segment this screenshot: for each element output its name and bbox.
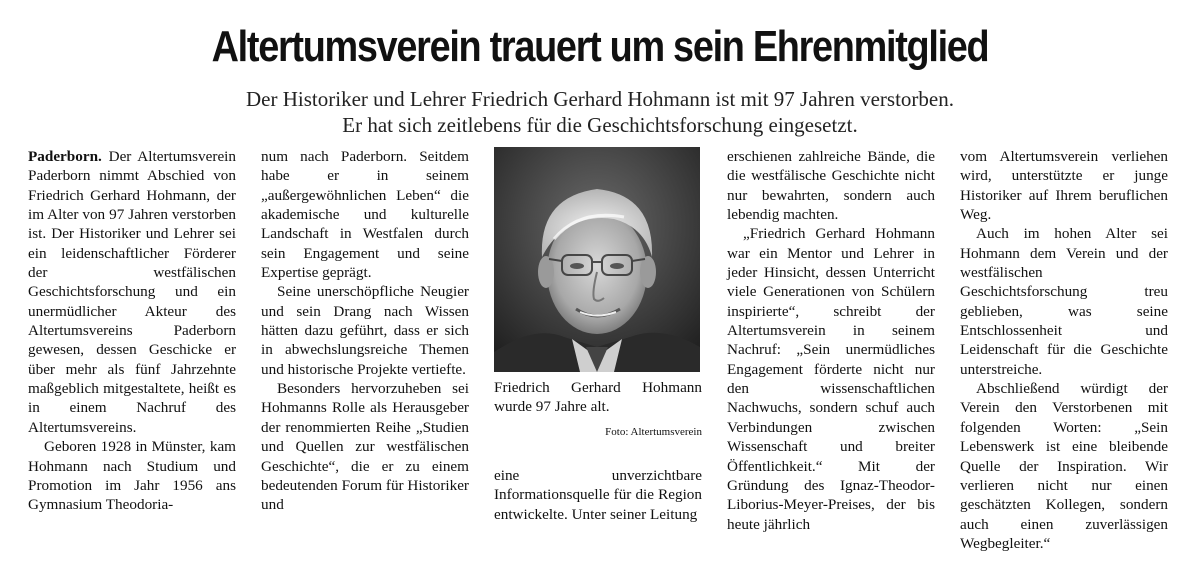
paragraph-4-middle: eine unverzichtbare Informationsquelle für die Region entwickelte. Unter seiner Leitung [494,467,702,523]
paragraph-5-end: vom Altertumsverein verliehen wird, unterstützte er junge Historiker auf Ihrem beruflichen Weg. [960,148,1168,224]
paragraph-4-end: erschienen zahlreiche Bände, die die westfälische Geschichte nicht nur bewahrten, sondern auch lebendig machten. [727,148,935,224]
paragraph-1 [28,147,236,437]
subhead-line-1: Der Historiker und Lehrer Friedrich Gerhard Hohmann ist mit 97 Jahren verstorben. [246,87,954,111]
subhead-line-2: Er hat sich zeitlebens für die Geschichtsforschung eingesetzt. [342,113,858,137]
photo-credit: Foto: Altertumsverein [605,425,702,438]
column-4 [727,147,935,534]
paragraph-6: Auch im hohen Alter sei Hohmann dem Verein und der westfälischen Geschichtsforschung treu geblieben, was seine Entschlossenheit und Leidenschaft für die Geschichte unterstreiche. [960,225,1168,378]
paragraph-7: Abschließend würdigt der Verein den Verstorbenen mit folgenden Worten: „Sein Lebenswerk ist eine bleibende Quelle der Inspiration. Wir verlieren nicht nur einen geschätzten Kollegen, sondern auch einen zuverlässigen Wegbegleiter.“ [960,380,1168,552]
paragraph-2-end: num nach Paderborn. Seitdem habe er in seinem „außergewöhnlichen Leben“ die akademische und kulturelle Landschaft in Westfalen durch sein Engagement und seine Expertise geprägt. [261,148,469,282]
paragraph-4-start: Besonders hervorzuheben sei Hohmanns Rolle als Herausgeber der renommierten Reihe „Studien und Quellen zur westfälischen Geschichte“, die er zu einem bedeutenden Forum für Historiker und [261,380,469,514]
column-5 [960,147,1168,553]
column-2 [261,147,469,515]
column-3 [494,147,702,524]
paragraph-3: Seine unerschöpfliche Neugier und sein Drang nach Wissen hätten dazu geführt, dass er sich in abwechslungsreiche Themen und historische Projekte vertiefte. [261,283,469,378]
photo-caption: Friedrich Gerhard Hohmann wurde 97 Jahre alt. [494,379,702,416]
headline: Altertumsverein trauert um sein Ehrenmitglied [211,22,989,71]
paragraph-5: „Friedrich Gerhard Hohmann war ein Mentor und Lehrer in jeder Hinsicht, dessen Unterricht viele Generationen von Schülern inspirierte“, schreibt der Altertumsverein in seinem Nachruf: „Sein unermüdliches Engagement förderte nicht nur den wissenschaftlichen Nachwuchs, sondern schuf auch Verbindungen zwischen Wissenschaft und breiter Öffentlichkeit.“ Mit der Gründung des Ignaz-Theodor-Liborius-Meyer-Preises, der bis heute jährlich [727,225,935,533]
column-1 [28,147,236,515]
paragraph-1-text: Der Altertumsverein Paderborn nimmt Abschied von Friedrich Gerhard Hohmann, der im Alter von 97 Jahren verstorben ist. Der Historiker und Lehrer sei ein leidenschaftlicher Förderer der westfälischen Geschichtsforschung und ein unermüdlicher Akteur des Altertumsvereins Paderborn gewesen, dessen Geschicke er über mehr als fünf Jahrzehnte maßgeblich mitgestaltete, heißt es in einem Nachruf des Altertumsvereins. [28,148,236,436]
dateline: Paderborn. [28,148,102,165]
paragraph-2-start: Geboren 1928 in Münster, kam Hohmann nach Studium und Promotion im Jahr 1956 ans Gymnasium Theodoria- [28,438,236,514]
portrait-photo [494,147,700,372]
subheadline [0,86,1200,138]
